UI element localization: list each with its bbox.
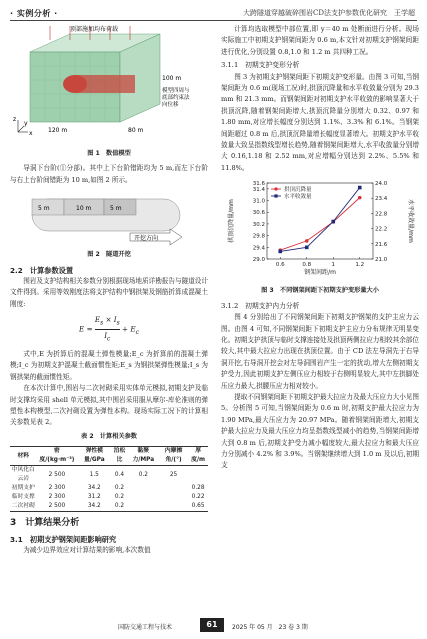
table-cell: 0.22 bbox=[191, 494, 205, 501]
left-paragraph-5: 为减少边界效应对计算结果的影响,本次数值 bbox=[23, 546, 151, 554]
y-right-tick-label: 21.6 bbox=[375, 242, 388, 249]
footer-issue: 2025 年 05 月 23 卷 3 期 bbox=[232, 624, 308, 631]
th-friction: 内摩擦角/(°) bbox=[159, 447, 188, 466]
deformation-chart bbox=[221, 177, 419, 283]
table-cell: 34.2 bbox=[87, 485, 101, 492]
table-cell: 2 300 bbox=[48, 494, 66, 501]
header-section: · 实例分析 · bbox=[10, 9, 58, 18]
right-column bbox=[221, 24, 419, 472]
table-cell: 0.28 bbox=[191, 485, 205, 492]
distance-label-2: 10 m bbox=[76, 205, 92, 213]
depth-label: 100 m bbox=[162, 75, 182, 82]
y-right-tick-label: 22.8 bbox=[375, 211, 388, 218]
axis-z-label: z bbox=[13, 116, 17, 123]
series-point-1 bbox=[331, 220, 335, 224]
stiffness-formula: E = $\frac{E_s \times I_s}{I_c}$ + $E_c$ bbox=[79, 315, 139, 343]
heading-3-1-1: 3.1.1 初期支护变形分析 bbox=[221, 61, 300, 70]
y-left-tick-label: 31.6 bbox=[252, 181, 265, 188]
table-cell: 2 500 bbox=[37, 502, 78, 512]
table-cell: 临时支撑 bbox=[11, 494, 35, 501]
length-label: 80 m bbox=[128, 127, 144, 134]
th-density: 密度/(kg·m⁻³) bbox=[37, 447, 78, 466]
table-cell: 2 500 bbox=[48, 471, 66, 478]
y-left-axis-title: 拱顶沉降量/mm bbox=[228, 199, 235, 244]
table-cell: 0.2 bbox=[114, 485, 125, 492]
table-cell bbox=[159, 502, 188, 512]
x-tick-label: 0.6 bbox=[275, 262, 285, 269]
table-cell: 0.2 bbox=[138, 471, 148, 478]
left-column bbox=[10, 24, 208, 556]
series-line-0 bbox=[280, 198, 360, 251]
table-cell: 31.2 bbox=[87, 494, 101, 501]
y-right-axis-title: 水平收敛量/mm bbox=[407, 199, 414, 244]
y-left-tick-label: 30.6 bbox=[252, 210, 265, 217]
y-left-tick-label: 31.4 bbox=[252, 187, 265, 194]
x-tick-label: 1 bbox=[331, 262, 335, 269]
series-point-0 bbox=[358, 196, 362, 200]
table-cell bbox=[159, 484, 188, 493]
tunnel-body bbox=[75, 75, 135, 93]
figure-2-caption: 图 2 隧道开挖 bbox=[87, 251, 131, 259]
axis-y-label: y bbox=[24, 120, 28, 127]
y-right-tick-label: 24.0 bbox=[375, 181, 388, 188]
table-cell: 初期支护 bbox=[11, 485, 35, 492]
th-material: 材料 bbox=[10, 447, 37, 466]
width-label: 120 m bbox=[48, 127, 68, 134]
page-number: 61 bbox=[200, 618, 224, 632]
series-point-1 bbox=[358, 186, 362, 190]
figure-2-excavation bbox=[10, 189, 208, 247]
top-load-label: 顶部施加均布荷载 bbox=[70, 26, 119, 33]
table-cell bbox=[128, 493, 159, 502]
parameters-table bbox=[10, 446, 208, 512]
th-cohesion: 黏聚力/MPa bbox=[128, 447, 159, 466]
left-paragraph-2: 围岩及支护结构相关参数分别根据现场地质详勘报告与隧道设计文件得到。采用等效刚度法将支护结构中钢拱架及钢筋折算成混凝土刚度: bbox=[10, 277, 208, 308]
x-tick-label: 0.8 bbox=[302, 262, 312, 269]
table-cell: 34.2 bbox=[77, 502, 111, 512]
left-paragraph-4: 在本次计算中,围岩与二次衬砌采用实体单元模拟,初期支护及临时支撑均采用 shell 单元模拟,其中围岩采用服从摩尔-库伦准则的弹塑性本构模型,二次衬砌设置为弹性本构。现场实际工况下的计算相关参数见表 2。 bbox=[10, 384, 208, 427]
footer-journal: 国防交通工程与技术 bbox=[118, 624, 173, 631]
legend-marker-1 bbox=[274, 195, 277, 198]
series-point-1 bbox=[305, 246, 309, 250]
axis-x-label: x bbox=[29, 130, 33, 137]
table-row bbox=[10, 484, 208, 493]
x-tick-label: 1.2 bbox=[355, 262, 365, 269]
heading-3-1: 3.1 初期支护钢架间距影响研究 bbox=[10, 534, 117, 544]
right-paragraph-1: 计算均选取模型中部位置,即 y＝40 m 处断面进行分析。现场实际施工中初期支护钢架间距为 0.6 m,本文针对初期支护钢架间距进行优化,分别设置 0.8,1.0 和 1.2 m 共四种工况。 bbox=[221, 25, 419, 56]
table-cell: 25 bbox=[169, 471, 178, 478]
table-cell bbox=[128, 484, 159, 493]
table-row bbox=[10, 493, 208, 502]
table-cell bbox=[128, 502, 159, 512]
plot-frame bbox=[267, 183, 373, 259]
table-cell: 0.2 bbox=[114, 494, 125, 501]
legend-label-0: 拱顶沉降量 bbox=[284, 187, 312, 194]
y-left-tick-label: 29.4 bbox=[252, 245, 265, 252]
th-thickness: 厚度/m bbox=[188, 447, 208, 466]
table-cell: 二次衬砌 bbox=[10, 502, 37, 512]
boundary-label-2: 底部约束法 bbox=[162, 95, 190, 101]
th-poisson: 泊松比 bbox=[111, 447, 128, 466]
y-right-tick-label: 21.0 bbox=[375, 257, 388, 264]
figure-3-caption: 图 3 不同钢架间距下初期支护变形量大小 bbox=[261, 287, 379, 295]
y-left-tick-label: 30.2 bbox=[252, 222, 265, 229]
right-paragraph-3: 图 4 分别给出了不同钢架间距下初期支护钢架的支护主应力云图。由图 4 可知,不同钢架间距下初期支护主应力分布规律无明显变化。初期支护拱顶与临时支撑连接处及拱顶两侧拉应力相较其余部位较大,其中最大拉应力出现在拱顶位置。由于 CD 法左导洞先于右导洞开挖,右导洞开挖会对左导洞围岩产生一定的扰动,增大左侧初期支护受力,因此初期支护左侧压应力相较于右侧明显较大,其中左拱脚处压应力最大,拱腰压应力相对较小。 bbox=[221, 313, 419, 390]
table-row bbox=[10, 502, 208, 512]
y-right-tick-label: 22.2 bbox=[375, 226, 388, 233]
header-title: 大跨隧道穿越破碎围岩CD法支护参数优化研究 王学超 bbox=[243, 9, 415, 17]
left-paragraph-3: 式中,E 为折算后的混凝土弹性模量;E_c 为折算前的混凝土弹模;I_c 为初期支护混凝土截面惯性矩;E_s 为钢拱架弹性模量;I_s 为钢拱架的截面惯性矩。 bbox=[10, 349, 208, 381]
y-right-tick-label: 23.4 bbox=[375, 196, 388, 203]
table-cell bbox=[188, 466, 208, 485]
table-cell: 0.65 bbox=[188, 502, 208, 512]
distance-label-3: 5 m bbox=[110, 205, 122, 213]
figure-1-numerical-model bbox=[10, 24, 208, 146]
table-cell: 0.2 bbox=[111, 502, 128, 512]
table-cell: 中风化白云岩 bbox=[11, 467, 35, 483]
figure-3-chart bbox=[221, 177, 419, 283]
figure-1-caption: 图 1 数值模型 bbox=[87, 150, 131, 157]
legend-marker-0 bbox=[274, 188, 277, 191]
heading-2-2: 2.2 计算参数设置 bbox=[10, 265, 74, 275]
distance-label-1: 5 m bbox=[38, 205, 50, 213]
series-point-1 bbox=[278, 250, 282, 254]
right-paragraph-4: 提取不同钢架间距下初期支护最大拉应力及最大压应力大小见图 5。分析图 5 可知,当钢架间距为 0.6 m 时,初期支护最大拉应力为 1.90 MPa,最大压应力为 20.97 MPa。随着钢架间距增大,初期支护最大拉应力及最大压应力均呈指数线型减小的趋势,当钢架间距增大到 0.8 m 后,初期支护受力减小幅度较大,最大拉应力和最大压应力分别减小 4.2% 和 3.9%。当钢架继续增大到 1.0 m 及以后,初期支 bbox=[221, 392, 419, 470]
boundary-label-1: 模型四周与 bbox=[162, 88, 190, 94]
th-modulus: 弹性模量/GPa bbox=[77, 447, 111, 466]
right-paragraph-2: 图 3 为初期支护钢架间距下初期支护变形量。由图 3 可知,当钢架间距为 0.6 m(现场工况)时,拱顶沉降量和水平收敛量分别为 29.3 mm 和 21.3 mm。而钢架间距对初期支护水平收敛的影响显著大于拱顶沉降,随着钢架间距增大,拱顶沉降量分别增大 0.32、0.97 和 1.80 mm,对应增长幅度分别达到 1.1%、3.3% 和 6.1%。当钢架间距超过 0.8 m 后,拱顶沉降量增长幅度显著增大。初期支护水平收敛量大致呈指数线型增长趋势,随着钢架间距增大,水平收敛量分别增大 0.16,1.18 和 2.52 mm,对应增幅分别达到 2.2%、5.5% 和 11.8%。 bbox=[221, 72, 419, 172]
boundary-label-3: 向位移 bbox=[162, 102, 179, 108]
table-row bbox=[10, 466, 208, 485]
model-diagram bbox=[10, 24, 208, 146]
heading-3-1-2: 3.1.2 初期支护内力分析 bbox=[221, 301, 300, 310]
series-point-0 bbox=[305, 239, 309, 243]
table-cell: 0.4 bbox=[114, 471, 125, 478]
y-left-tick-label: 29.8 bbox=[252, 233, 265, 240]
table-cell: 1.5 bbox=[89, 471, 99, 478]
table-cell: 2 300 bbox=[48, 485, 66, 492]
excavation-diagram bbox=[10, 189, 208, 247]
header-rule bbox=[10, 20, 417, 21]
heading-3: 3 计算结果分析 bbox=[10, 518, 80, 529]
table-cell bbox=[159, 493, 188, 502]
legend-label-1: 水平收敛量 bbox=[284, 194, 312, 201]
left-paragraph-1: 导洞下台阶(①分部)。其中上下台阶错距均为 5 m,而左下台阶与右上台阶间错距为 10 m,如图 2 所示。 bbox=[10, 164, 208, 184]
table-2-caption: 表 2 计算相关参数 bbox=[81, 432, 137, 440]
x-axis-title: 钢架间距/m bbox=[304, 269, 336, 277]
y-left-tick-label: 29.0 bbox=[252, 257, 265, 264]
y-left-tick-label: 31.0 bbox=[252, 198, 265, 205]
direction-label: 开挖方向 bbox=[134, 235, 159, 243]
